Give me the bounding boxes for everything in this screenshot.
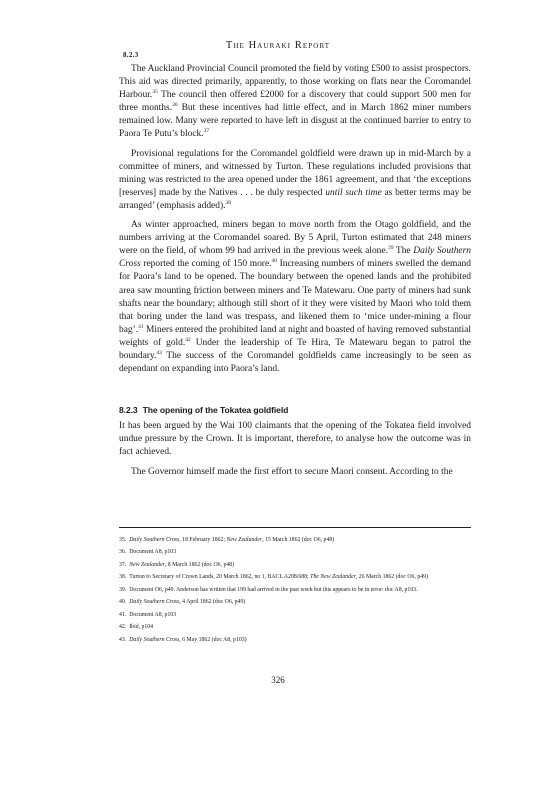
text-run: The Governor himself made the first effort to secure Maori consent. According to the	[131, 466, 453, 477]
text-run: , 18 February 1862;	[179, 537, 227, 543]
text-run: Provisional regulations for the Coromandel goldfield were drawn up in mid-March by a committee of miners, and witnessed by Turton. These regulations included provisions that mining was restricted to the area opened under the 1861 agreement, and that ‘the exceptions [reserves] made by the Natives . . . be duly respected	[119, 148, 471, 198]
footnote-number: 39.	[119, 586, 127, 593]
italic-text: Daily Southern Cross	[119, 246, 471, 270]
footnote	[119, 623, 471, 632]
footnote	[119, 598, 471, 607]
italic-text: Daily Southern Cross	[129, 636, 180, 643]
text-run: , 8 March 1862 (doc O6, p48)	[164, 561, 235, 568]
page-number: 326	[271, 675, 285, 685]
text-run: Document O6, p49. Anderson has written that 199 had arrived in the past week but this appears to be in error: doc A8, p103.	[129, 586, 418, 593]
footnote	[119, 586, 471, 595]
text-run: Document A8, p103	[129, 611, 177, 618]
footnotes	[119, 536, 471, 648]
text-run: , 4 April 1862 (doc O6, p49)	[179, 599, 246, 606]
footnote	[119, 636, 471, 645]
footnote-ref: 42	[185, 336, 191, 343]
paragraph	[119, 148, 471, 213]
footnote	[119, 536, 471, 545]
footnote-ref: 39	[387, 245, 394, 252]
text-run: as better terms may be arranged’ (emphasis added).	[119, 187, 471, 211]
section-reference: 8.2.3	[123, 51, 139, 59]
footnote-ref: 40	[271, 258, 277, 265]
italic-text: New Zealander	[226, 537, 263, 543]
italic-text: Daily Southern Cross	[129, 599, 180, 606]
text-run: Document A8, p103	[129, 549, 177, 556]
paragraph	[119, 63, 471, 142]
footnote-number: 36.	[119, 549, 127, 556]
footnote	[119, 561, 471, 570]
section-number: 8.2.3	[119, 405, 138, 416]
text-run: The council then offered £2000 for a discovery that could support 500 men for three months.	[119, 90, 471, 114]
footnote-ref: 37	[203, 128, 210, 135]
text-run: Turton to Secretary of Crown Lands, 20 March 1862, no 1, BACL A208/688;	[129, 574, 311, 581]
text-run: It has been argued by the Wai 100 claimants that the opening of the Tokatea field involved undue pressure by the Crown. It is important, therefore, to analyse how the outcome was in fact achieved.	[119, 421, 471, 458]
italic-text: New Zealander	[129, 561, 165, 568]
text-run: As winter approached, miners began to move north from the Otago goldfield, and the numbers arriving at the Coromandel soared. By 5 April, Turton estimated that 248 miners were on the field, of whom 99 had arrived in the previous week alone.	[119, 220, 471, 257]
text-run: Miners entered the prohibited land at night and boasted of having removed substantial weights of gold.	[119, 324, 471, 348]
paragraph	[119, 219, 471, 376]
main-text	[119, 63, 471, 485]
italic-text: The New Zealander	[310, 574, 356, 581]
text-run: Ibid, p104	[129, 624, 154, 631]
footnote-number: 38.	[119, 574, 127, 581]
footnote-number: 40.	[119, 599, 127, 606]
footnote	[119, 548, 471, 557]
footnote-rule	[119, 527, 471, 528]
footnote-number: 43.	[119, 636, 127, 643]
footnote-ref: 35	[152, 89, 158, 96]
footnote-ref: 41	[138, 323, 144, 330]
text-run: The	[393, 246, 414, 257]
section-heading	[119, 404, 471, 417]
text-run: But these incentives had little effect, and in March 1862 miner numbers remained low. Many were reported to have left in disgust at the continued barrier to entry to Paora Te Putu’s block.	[119, 103, 471, 140]
footnote-ref: 36	[172, 102, 178, 109]
section-title: The opening of the Tokatea goldfield	[142, 405, 289, 416]
text-run: , 26 March 1862 (doc O6, p49)	[355, 574, 428, 581]
paragraph	[119, 466, 471, 479]
footnote-number: 37.	[119, 561, 127, 568]
text-run: Increasing numbers of miners swelled the demand for Paora’s land to be opened. The boundary between the opened lands and the prohibited area saw mounting friction between miners and Te Matewaru. One party of miners had sunk shafts near the boundary; although still short of it they were visited by Maori who told them that boring under the land was trespass, and likened them to ‘mice under-mining a flour bag’.	[119, 259, 471, 335]
footnote	[119, 611, 471, 620]
footnote-number: 41.	[119, 611, 127, 618]
text-run: The Auckland Provincial Council promoted the field by voting £500 to assist prospectors. This aid was directed primarily, apparently, to those working on flats near the Coromandel Harbour.	[119, 64, 471, 101]
text-run: , 6 May 1862 (doc A8, p103)	[179, 636, 247, 643]
footnote-number: 42.	[119, 624, 127, 631]
running-head: The Hauraki Report	[225, 40, 331, 51]
footnote-number: 35.	[119, 537, 127, 543]
italic-text: until such time	[325, 187, 382, 198]
footnote-ref: 38	[225, 199, 231, 206]
text-run: , 15 March 1862 (doc O6, p48)	[262, 537, 335, 543]
footnote-ref: 43	[156, 349, 162, 356]
paragraph	[119, 420, 471, 459]
footnote	[119, 573, 471, 582]
italic-text: Daily Southern Cross	[129, 537, 180, 543]
text-run: The success of the Coromandel goldfields came increasingly to be seen as dependant on expanding into Paora’s land.	[119, 350, 471, 375]
text-run: reported the coming of 150 more.	[140, 259, 272, 270]
text-run: Under the leadership of Te Hira, Te Matewaru began to patrol the boundary.	[119, 337, 471, 361]
